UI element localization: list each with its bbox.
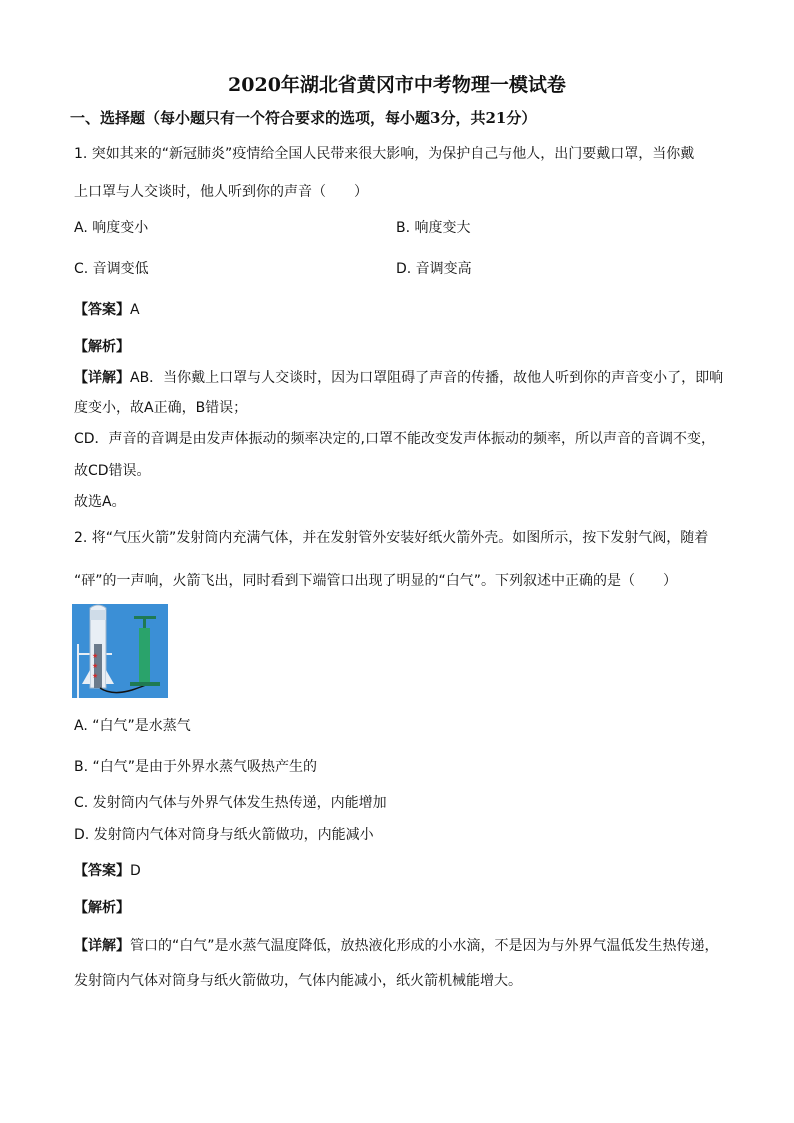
q1-detail-line2: 度变小，故A正确，B错误； [74,400,248,416]
detail-tag: 【详解】 [74,938,130,954]
q1-detail-line4: 故CD错误。 [74,463,151,479]
answer-tag: 【答案】 [74,863,130,879]
q2-detail-line2: 发射筒内气体对筒身与纸火箭做功，气体内能减小，纸火箭机械能增大。 [74,973,522,989]
svg-text:★: ★ [92,672,99,680]
q2-option-d: D. 发射筒内气体对筒身与纸火箭做功，内能减小 [74,827,374,843]
q2-detail-line1 [74,936,719,956]
q1-analysis-tag: 【解析】 [74,339,130,355]
rocket-launcher-figure [72,604,168,698]
detail-text: 管口的“白气”是水蒸气温度降低，放热液化形成的小水滴，不是因为与外界气温低发生热传递， [130,938,719,954]
q2-stem-line1: 2. 将“气压火箭”发射筒内充满气体，并在发射管外安装好纸火箭外壳。如图所示，按下发射气阀，随着 [74,530,709,546]
q1-detail-line5: 故选A。 [74,494,126,510]
svg-text:★: ★ [92,652,99,660]
q1-stem-line2: 上口罩与人交谈时，他人听到你的声音（ ） [74,184,368,200]
q1-option-c: C. 音调变低 [74,261,149,277]
detail-tag: 【详解】 [74,370,130,386]
q1-option-d: D. 音调变高 [396,261,472,277]
q1-detail-line3: CD．声音的音调是由发声体振动的频率决定的,口罩不能改变发声体振动的频率，所以声音的音调不变， [74,431,716,447]
page-title: 2020年湖北省黄冈市中考物理一模试卷 [228,74,566,96]
q2-answer [74,861,141,881]
answer-tag: 【答案】 [74,302,130,318]
q2-analysis-tag: 【解析】 [74,900,130,916]
q2-option-b: B. “白气”是由于外界水蒸气吸热产生的 [74,759,318,775]
section-heading: 一、选择题（每小题只有一个符合要求的选项，每小题3分，共21分） [70,109,537,127]
q1-option-a: A. 响度变小 [74,220,149,236]
q2-option-a: A. “白气”是水蒸气 [74,718,191,734]
q1-option-b: B. 响度变大 [396,220,471,236]
q2-stem-line2: “砰”的一声响，火箭飞出，同时看到下端管口出现了明显的“白气”。下列叙述中正确的是（ ） [74,573,678,589]
detail-text: AB．当你戴上口罩与人交谈时，因为口罩阻碍了声音的传播，故他人听到你的声音变小了，即响 [130,370,724,386]
q1-answer [74,300,140,320]
q1-stem-line1: 1. 突如其来的“新冠肺炎”疫情给全国人民带来很大影响，为保护自己与他人，出门要戴口罩，当你戴 [74,146,695,162]
q2-option-c: C. 发射筒内气体与外界气体发生热传递，内能增加 [74,795,387,811]
answer-value: D [130,863,141,879]
q1-detail-line1 [74,368,723,388]
rocket-launcher-icon [72,604,168,698]
answer-value: A [130,302,140,318]
svg-text:★: ★ [92,662,99,670]
